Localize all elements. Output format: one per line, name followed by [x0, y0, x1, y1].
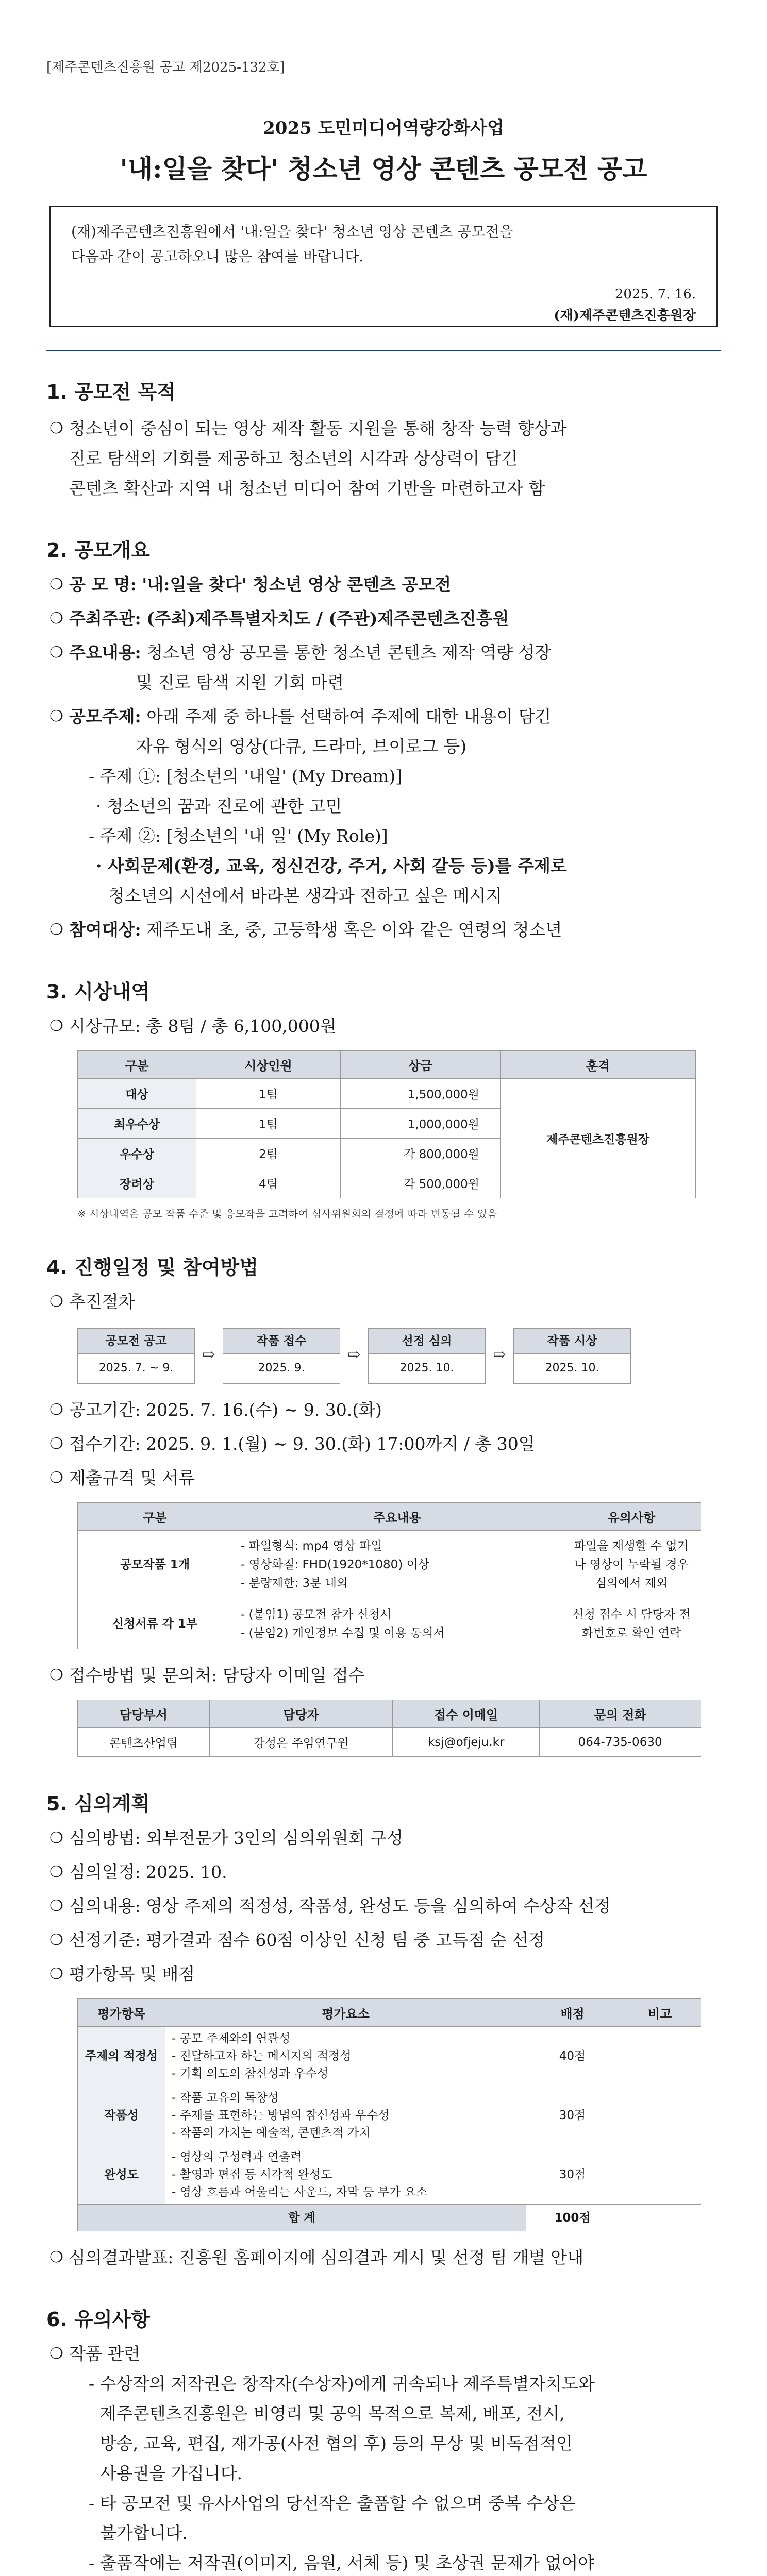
column-header: 구분 [78, 1503, 232, 1531]
circle-bullet-icon: ❍ [49, 1435, 63, 1453]
eval-element: - 주제를 표현하는 방법의 참신성과 우수성 [172, 2109, 390, 2122]
eval-element: - 작품 고유의 독창성 [172, 2091, 279, 2105]
note-line: - 수상작의 저작권은 창작자(수상자)에게 귀속되나 제주특별자치도와 [89, 2374, 595, 2394]
circle-bullet-icon: ❍ [49, 1897, 63, 1915]
program-name: 2025 도민미디어역량강화사업 [263, 118, 504, 139]
doc-category: 신청서류 각 1부 [78, 1599, 232, 1649]
doc-detail-line: - 파일형식: mp4 영상 파일 [241, 1539, 382, 1553]
eval-element: - 작품의 가치는 예술적, 콘텐츠적 가치 [172, 2126, 371, 2140]
step-date: 2025. 9. [223, 1354, 340, 1384]
section-title-overview: 2. 공모개요 [46, 539, 150, 562]
total-label: 합 계 [78, 2205, 526, 2231]
overview-content [46, 638, 721, 698]
award-count: 1팀 [196, 1079, 341, 1109]
column-header: 비고 [619, 1999, 701, 2027]
overview-host [46, 604, 721, 634]
process-step [223, 1328, 340, 1384]
document-number: [제주콘텐츠진흥원 공고 제2025-132호] [46, 60, 285, 75]
eval-elements [165, 2086, 526, 2145]
award-category: 우수상 [78, 1139, 196, 1168]
table-header-row [78, 1503, 701, 1531]
field-label: 공모주제: [69, 706, 141, 726]
eval-element: - 촬영과 편집 등 시각적 완성도 [172, 2168, 332, 2181]
field-value: '내:일을 찾다' 청소년 영상 콘텐츠 공모전 [142, 574, 452, 595]
note-line: - 출품작에는 저작권(이미지, 음원, 서체 등) 및 초상권 문제가 없어야 [89, 2553, 595, 2573]
awards-summary-text: 시상규모: 총 8팀 / 총 6,100,000원 [69, 1016, 337, 1036]
eval-elements [165, 2145, 526, 2205]
circle-bullet-icon: ❍ [49, 419, 63, 437]
circle-bullet-icon: ❍ [49, 1666, 63, 1684]
process-label [46, 1287, 721, 1317]
overview-topic [46, 702, 721, 761]
step-name: 작품 접수 [223, 1328, 340, 1354]
step-name: 작품 시상 [513, 1328, 631, 1354]
arrow-right-icon: ⇨ [347, 1346, 361, 1364]
award-count: 4팀 [196, 1168, 341, 1198]
contact-email[interactable]: ksj@ofjeju.kr [393, 1728, 540, 1757]
review-content [46, 1891, 721, 1921]
awards-summary [46, 1011, 721, 1041]
note-line: 사용권을 가집니다. [100, 2463, 243, 2483]
award-category: 최우수상 [78, 1109, 196, 1139]
table-row [78, 1728, 701, 1757]
circle-bullet-icon: ❍ [49, 1293, 63, 1311]
step-name: 선정 심의 [368, 1328, 486, 1354]
arrow-right-icon: ⇨ [202, 1346, 215, 1364]
doc-note: 신청 접수 시 담당자 전화번호로 확인 연락 [562, 1599, 701, 1649]
circle-bullet-icon: ❍ [49, 1965, 63, 1983]
review-date [46, 1857, 721, 1887]
table-row [78, 1531, 701, 1599]
circle-bullet-icon: ❍ [49, 1469, 63, 1487]
review-criteria [46, 1925, 721, 1955]
eval-score: 30점 [526, 2086, 619, 2145]
section-title-awards: 3. 시상내역 [46, 980, 150, 1003]
awards-footnote: ※ 시상내역은 공모 작품 수준 및 응모작을 고려하여 심사위원회의 결정에 따라 변동될 수 있음 [77, 1208, 497, 1220]
column-header: 구분 [78, 1051, 196, 1079]
review-method-text: 심의방법: 외부전문가 3인의 심의위원회 구성 [69, 1828, 403, 1848]
doc-category: 공모작품 1개 [78, 1531, 232, 1599]
award-count: 2팀 [196, 1139, 341, 1168]
circle-bullet-icon: ❍ [49, 643, 63, 662]
works-label [46, 2339, 721, 2369]
note-line: 방송, 교육, 편집, 재가공(사전 협의 후) 등의 무상 및 비독점적인 [100, 2433, 573, 2453]
doc-details [232, 1531, 562, 1599]
column-header: 접수 이메일 [393, 1700, 540, 1728]
submit-period-text: 접수기간: 2025. 9. 1.(월) ~ 9. 30.(화) 17:00까지 / 총 30일 [69, 1434, 535, 1454]
field-label: 주최주관: [69, 608, 141, 629]
works-label-text: 작품 관련 [69, 2344, 141, 2364]
field-label: 참여대상: [69, 920, 141, 940]
total-score: 100점 [526, 2205, 619, 2231]
eval-remarks [619, 2145, 701, 2205]
circle-bullet-icon: ❍ [49, 1401, 63, 1419]
eval-category: 작품성 [78, 2086, 165, 2145]
table-header-row [78, 1999, 701, 2027]
theme-1: - 주제 ①: [청소년의 '내일' (My Dream)] [89, 766, 403, 786]
table-row [78, 2027, 701, 2086]
arrow-right-icon: ⇨ [493, 1346, 506, 1364]
step-date: 2025. 10. [513, 1354, 631, 1384]
column-header: 훈격 [501, 1051, 696, 1079]
table-row [78, 2086, 701, 2145]
submission-table [77, 1502, 701, 1649]
doc-detail-line: - 영상화질: FHD(1920*1080) 이상 [241, 1558, 430, 1571]
theme-2-desc: 청소년의 시선에서 바라본 생각과 전하고 싶은 메시지 [108, 886, 503, 906]
page-title: '내:일을 찾다' 청소년 영상 콘텐츠 공모전 공고 [120, 154, 647, 184]
review-criteria-text: 선정기준: 평가결과 점수 60점 이상인 신청 팀 중 고득점 순 선정 [69, 1930, 545, 1950]
notice-period [46, 1395, 721, 1425]
table-row [78, 1599, 701, 1649]
notice-text-line: (재)제주콘텐츠진흥원에서 '내:일을 찾다' 청소년 영상 콘텐츠 공모전을 [71, 223, 513, 240]
process-step [77, 1328, 195, 1384]
column-header: 배점 [526, 1999, 619, 2027]
step-name: 공모전 공고 [77, 1328, 195, 1354]
docs-label-text: 제출규격 및 서류 [69, 1468, 195, 1488]
field-label: 공 모 명: [69, 574, 137, 595]
field-value: 청소년 영상 공모를 통한 청소년 콘텐츠 제작 역량 성장 [146, 642, 552, 663]
eval-remarks [619, 2027, 701, 2086]
section-title-purpose: 1. 공모전 목적 [46, 381, 176, 403]
circle-bullet-icon: ❍ [49, 575, 63, 594]
works-note [46, 2488, 721, 2548]
award-category: 장려상 [78, 1168, 196, 1198]
works-note [46, 2548, 721, 2576]
contact-department: 콘텐츠산업팀 [78, 1728, 210, 1757]
eval-elements [165, 2027, 526, 2086]
eval-category: 완성도 [78, 2145, 165, 2205]
note-line: 제주콘텐츠진흥원은 비영리 및 공익 목적으로 복제, 배포, 전시, [100, 2403, 565, 2424]
column-header: 평가요소 [165, 1999, 526, 2027]
eval-element: - 전달하고자 하는 메시지의 적정성 [172, 2049, 352, 2063]
award-prize: 1,000,000원 [341, 1109, 501, 1139]
circle-bullet-icon: ❍ [49, 1017, 63, 1035]
purpose-item [46, 414, 721, 503]
submission-method [46, 1660, 721, 1690]
process-flow [77, 1328, 721, 1384]
column-header: 문의 전화 [540, 1700, 701, 1728]
step-date: 2025. 10. [368, 1354, 486, 1384]
purpose-line: 콘텐츠 확산과 지역 내 청소년 미디어 참여 기반을 마련하고자 함 [69, 478, 545, 498]
review-result [46, 2243, 721, 2273]
column-header: 담당부서 [78, 1700, 210, 1728]
notice-organization: (재)제주콘텐츠진흥원장 [554, 308, 696, 324]
review-content-text: 심의내용: 영상 주제의 적정성, 작품성, 완성도 등을 심의하여 수상작 선정 [69, 1896, 611, 1916]
circle-bullet-icon: ❍ [49, 921, 63, 939]
table-row [78, 1079, 696, 1109]
circle-bullet-icon: ❍ [49, 1829, 63, 1847]
circle-bullet-icon: ❍ [49, 2248, 63, 2266]
eval-element: - 기획 의도의 참신성과 우수성 [172, 2067, 329, 2080]
field-value: 및 진로 탐색 지원 기회 마련 [136, 672, 344, 692]
submission-method-text: 접수방법 및 문의처: 담당자 이메일 접수 [69, 1665, 365, 1685]
contact-phone: 064-735-0630 [540, 1728, 701, 1757]
overview-name [46, 570, 721, 600]
purpose-line: 진로 탐색의 기회를 제공하고 청소년의 시각과 상상력이 담긴 [69, 448, 518, 468]
award-count: 1팀 [196, 1109, 341, 1139]
award-prize: 각 800,000원 [341, 1139, 501, 1168]
total-remarks [619, 2205, 701, 2231]
circle-bullet-icon: ❍ [49, 1863, 63, 1881]
notice-date: 2025. 7. 16. [614, 286, 696, 302]
review-date-text: 심의일정: 2025. 10. [69, 1862, 227, 1882]
theme-1-desc: · 청소년의 꿈과 진로에 관한 고민 [96, 796, 342, 816]
theme-2: - 주제 ②: [청소년의 '내 일' (My Role)] [89, 826, 388, 846]
step-date: 2025. 7. ~ 9. [77, 1354, 195, 1384]
theme-2-desc: · 사회문제(환경, 교육, 정신건강, 주거, 사회 갈등 등)를 주제로 [96, 856, 567, 876]
field-label: 주요내용: [69, 642, 141, 663]
contact-person: 강성은 주임연구원 [210, 1728, 393, 1757]
works-note [46, 2369, 721, 2488]
overview-target [46, 915, 721, 945]
section-divider [46, 350, 721, 351]
circle-bullet-icon: ❍ [49, 1931, 63, 1949]
notice-period-text: 공고기간: 2025. 7. 16.(수) ~ 9. 30.(화) [69, 1400, 382, 1420]
section-title-notes: 6. 유의사항 [46, 2308, 150, 2331]
field-value: 아래 주제 중 하나를 선택하여 주제에 대한 내용이 담긴 [146, 706, 552, 726]
column-header: 시상인원 [196, 1051, 341, 1079]
section-title-review: 5. 심의계획 [46, 1792, 150, 1815]
review-method [46, 1823, 721, 1853]
field-value: 제주도내 초, 중, 고등학생 혹은 이와 같은 연령의 청소년 [146, 920, 562, 940]
table-header-row [78, 1700, 701, 1728]
note-line: 불가합니다. [100, 2523, 188, 2543]
circle-bullet-icon: ❍ [49, 707, 63, 725]
eval-score: 40점 [526, 2027, 619, 2086]
awards-table [77, 1050, 696, 1198]
review-items-label [46, 1959, 721, 1989]
eval-score: 30점 [526, 2145, 619, 2205]
award-category: 대상 [78, 1079, 196, 1109]
award-honor: 제주콘텐츠진흥원장 [501, 1079, 696, 1198]
eval-element: - 공모 주제와의 연관성 [172, 2032, 291, 2045]
doc-detail-line: - (붙임1) 공모전 참가 신청서 [241, 1608, 392, 1621]
doc-detail-line: - 분량제한: 3분 내외 [241, 1577, 348, 1590]
process-step [513, 1328, 631, 1384]
eval-remarks [619, 2086, 701, 2145]
table-header-row [78, 1051, 696, 1079]
circle-bullet-icon: ❍ [49, 2345, 63, 2363]
evaluation-table [77, 1998, 701, 2231]
table-total-row [78, 2205, 701, 2231]
award-prize: 각 500,000원 [341, 1168, 501, 1198]
field-value: (주최)제주특별자치도 / (주관)제주콘텐츠진흥원 [146, 608, 509, 629]
column-header: 평가항목 [78, 1999, 165, 2027]
table-row [78, 2145, 701, 2205]
eval-category: 주제의 적정성 [78, 2027, 165, 2086]
column-header: 담당자 [210, 1700, 393, 1728]
doc-details [232, 1599, 562, 1649]
process-step [368, 1328, 486, 1384]
doc-note: 파일을 재생할 수 없거나 영상이 누락될 경우 심의에서 제외 [562, 1531, 701, 1599]
purpose-line: 청소년이 중심이 되는 영상 제작 활동 지원을 통해 창작 능력 향상과 [69, 418, 567, 438]
circle-bullet-icon: ❍ [49, 609, 63, 628]
eval-element: - 영상의 구성력과 연출력 [172, 2150, 302, 2164]
review-items-label-text: 평가항목 및 배점 [69, 1964, 195, 1984]
award-prize: 1,500,000원 [341, 1079, 501, 1109]
column-header: 주요내용 [232, 1503, 562, 1531]
contact-table [77, 1700, 701, 1757]
notice-text-line: 다음과 같이 공고하오니 많은 참여를 바랍니다. [71, 248, 364, 265]
docs-label [46, 1463, 721, 1493]
note-line: - 타 공모전 및 유사사업의 당선작은 출품할 수 없으며 중복 수상은 [89, 2493, 576, 2513]
eval-element: - 영상 흐름과 어울리는 사운드, 자막 등 부가 요소 [172, 2185, 428, 2199]
column-header: 상금 [341, 1051, 501, 1079]
process-label-text: 추진절차 [69, 1292, 135, 1312]
submit-period [46, 1429, 721, 1459]
doc-detail-line: - (붙임2) 개인정보 수집 및 이용 동의서 [241, 1626, 445, 1640]
section-title-schedule: 4. 진행일정 및 참여방법 [46, 1256, 258, 1279]
review-result-text: 심의결과발표: 진흥원 홈페이지에 심의결과 게시 및 선정 팀 개별 안내 [69, 2247, 584, 2267]
column-header: 유의사항 [562, 1503, 701, 1531]
notice-box [49, 206, 718, 327]
field-value: 자유 형식의 영상(다큐, 드라마, 브이로그 등) [136, 736, 467, 756]
